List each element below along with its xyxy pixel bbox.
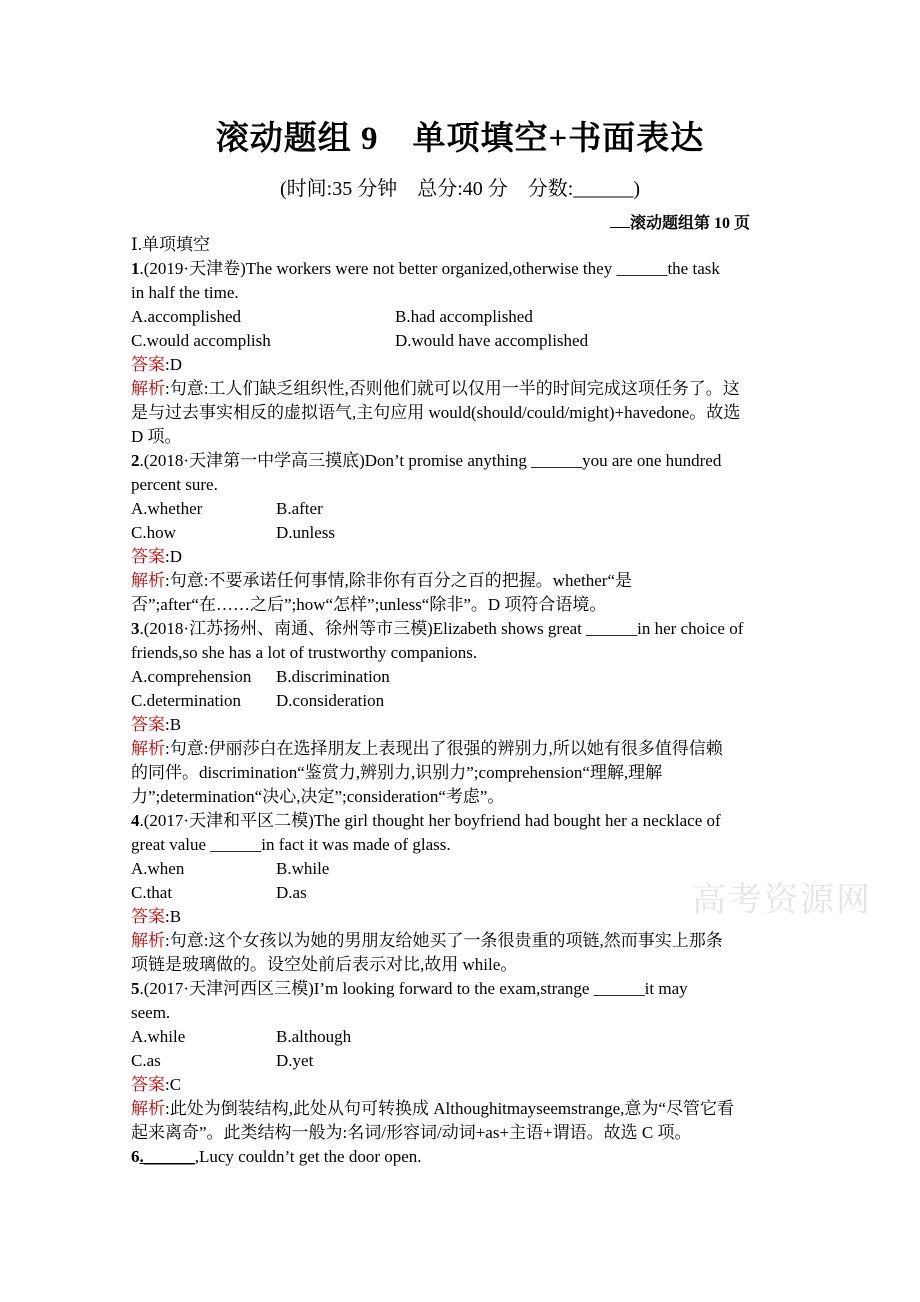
option-d: D.would have accomplished [395,331,589,350]
option-d: D.consideration [276,691,385,710]
question-stem: ,Lucy couldn’t get the door open. [194,1147,422,1166]
question-stem-cont: seem. [131,1003,171,1022]
analysis-text: :句意:这个女孩以为她的男朋友给她买了一条很贵重的项链,然而事实上那条 [165,931,723,950]
option-d: D.as [276,883,307,902]
option-d: D.unless [276,523,336,542]
answer-label: 答案 [131,547,165,566]
analysis-label: 解析 [131,379,165,398]
option-b: B.discrimination [276,667,390,686]
option-c: C.how [131,523,176,542]
option-a: A.while [131,1027,186,1046]
question-2 [131,449,791,617]
analysis-text-cont: 力”;determination“决心,决定”;consideration“考虑”。 [131,787,505,806]
analysis-text-cont: 项链是玻璃做的。设空处前后表示对比,故用 while。 [131,955,518,974]
page-ref-blank [610,213,630,228]
option-a: A.comprehension [131,667,252,686]
question-stem: .(2017·天津河西区三模)I’m looking forward to the exam,strange ______it may [139,979,688,998]
answer-value: :D [165,355,182,374]
option-a: A.when [131,859,185,878]
analysis-text: :句意:不要承诺任何事情,除非你有百分之百的把握。whether“是 [165,571,632,590]
answer-label: 答案 [131,355,165,374]
analysis-text: :此处为倒装结构,此处从句可转换成 Althoughitmayseemstrange,意为“尽管它看 [165,1099,734,1118]
analysis-text-cont: 否”;after“在……之后”;how“怎样”;unless“除非”。D 项符合语境。 [131,595,607,614]
option-c: C.determination [131,691,242,710]
option-b: B.had accomplished [395,307,533,326]
question-1 [131,257,791,449]
option-b: B.after [276,499,323,518]
answer-label: 答案 [131,907,165,926]
page-title: 滚动题组 9 单项填空+书面表达 [215,121,705,157]
question-stem-cont: friends,so she has a lot of trustworthy companions. [131,643,478,662]
question-blank: .______ [139,1147,195,1166]
option-c: C.would accomplish [131,331,271,350]
page-reference: 滚动题组第 10 页 [610,210,750,233]
answer-label: 答案 [131,715,165,734]
answer-label: 答案 [131,1075,165,1094]
analysis-label: 解析 [131,1099,165,1118]
answer-value: :B [165,907,182,926]
answer-value: :B [165,715,182,734]
question-stem: .(2017·天津和平区二模)The girl thought her boyfriend had bought her a necklace of [139,811,721,830]
question-stem: .(2019·天津卷)The workers were not better organized,otherwise they ______the task [139,259,720,278]
question-number: 4 [131,811,140,830]
question-number: 6 [131,1147,140,1166]
option-b: B.while [276,859,330,878]
page-subtitle: (时间:35 分钟 总分:40 分 分数:______) [280,178,640,200]
question-stem-cont: in half the time. [131,283,239,302]
question-6 [131,1145,791,1169]
option-a: A.whether [131,499,203,518]
analysis-label: 解析 [131,571,165,590]
question-stem-cont: great value ______in fact it was made of glass. [131,835,451,854]
option-c: C.as [131,1051,161,1070]
analysis-label: 解析 [131,931,165,950]
question-stem: .(2018·天津第一中学高三摸底)Don’t promise anything ______you are one hundred [139,451,722,470]
analysis-text-cont: 的同伴。discrimination“鉴赏力,辨别力,识别力”;comprehension“理解,理解 [131,763,663,782]
section-heading: Ⅰ.单项填空 [131,235,210,254]
question-list [131,233,791,1169]
analysis-label: 解析 [131,739,165,758]
answer-value: :D [165,547,182,566]
question-stem-cont: percent sure. [131,475,218,494]
question-3 [131,617,791,809]
option-b: B.although [276,1027,352,1046]
answer-value: :C [165,1075,182,1094]
analysis-text: :句意:工人们缺乏组织性,否则他们就可以仅用一半的时间完成这项任务了。这 [165,379,740,398]
question-number: 1 [131,259,140,278]
option-d: D.yet [276,1051,314,1070]
analysis-text-cont: D 项。 [131,427,182,446]
analysis-text-cont: 起来离奇”。此类结构一般为:名词/形容词/动词+as+主语+谓语。故选 C 项。 [131,1123,692,1142]
analysis-text-cont: 是与过去事实相反的虚拟语气,主句应用 would(should/could/might)+havedone。故选 [131,403,741,422]
analysis-text: :句意:伊丽莎白在选择朋友上表现出了很强的辨别力,所以她有很多值得信赖 [165,739,723,758]
option-c: C.that [131,883,173,902]
option-a: A.accomplished [131,307,241,326]
question-number: 3 [131,619,140,638]
question-number: 2 [131,451,140,470]
question-5 [131,977,791,1145]
question-number: 5 [131,979,140,998]
question-stem: .(2018·江苏扬州、南通、徐州等市三模)Elizabeth shows great ______in her choice of [139,619,744,638]
watermark: 高考资源网 [692,880,872,920]
